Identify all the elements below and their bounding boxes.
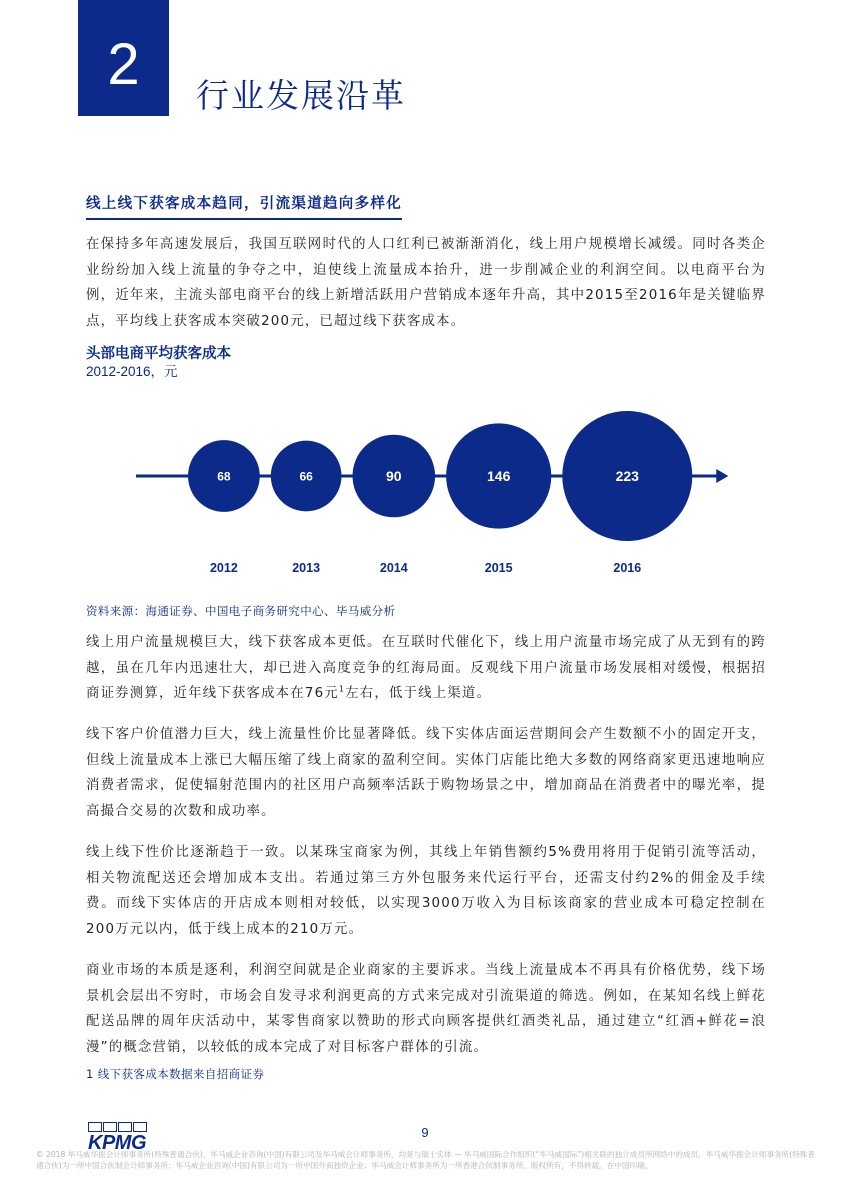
paragraph-offline-cost-text-b: 左右，低于线上渠道。 <box>345 686 492 701</box>
paragraph-cost-parity: 线上线下性价比逐渐趋于一致。以某珠宝商家为例，其线上年销售额约5%费用将用于促销引流等活动，相关物流配送还会增加成本支出。若通过第三方外包服务来代运行平台，还需支付约2%的佣金及手续费。而线下实体店的开店成本则相对较低，以实现3000万收入为目标该商家的营业成本可稳定控制在200万元以内，低于线上成本的210万元。 <box>86 845 766 937</box>
chart-title: 头部电商平均获客成本 <box>86 346 231 362</box>
bubble-value-label: 66 <box>299 469 313 484</box>
year-label: 2014 <box>379 561 408 575</box>
bubble-chart <box>0 380 850 595</box>
paragraph-profit: 商业市场的本质是逐利，利润空间就是企业商家的主要诉求。当线上流量成本不再具有价格优势，线下场景机会层出不穷时，市场会自发寻求利润更高的方式来完成对引流渠道的筛选。例如，在某知名线上鲜花配送品牌的周年庆活动中，某零售商家以赞助的形式向顾客提供红酒类礼品，通过建立“红酒+鲜花=浪漫”的概念营销，以较低的成本完成了对目标客户群体的引流。 <box>86 963 766 1055</box>
chapter-number: 2 <box>107 32 140 97</box>
footnote-ref: 1 <box>338 684 346 694</box>
year-label: 2016 <box>613 561 642 575</box>
chart-source: 资料来源：海通证券、中国电子商务研究中心、毕马威分析 <box>86 604 396 618</box>
year-label: 2012 <box>209 561 238 575</box>
bubble-value-label: 146 <box>487 468 511 485</box>
paragraph-intro: 在保持多年高速发展后，我国互联网时代的人口红利已被渐渐消化，线上用户规模增长减缓。同时各类企业纷纷加入线上流量的争夺之中，迫使线上流量成本抬升，进一步削减企业的利润空间。以电商平台为例，近年来，主流头部电商平台的线上新增活跃用户营销成本逐年升高，其中2015至2016年是关键临界点，平均线上获客成本突破200元，已超过线下获客成本。 <box>86 237 766 329</box>
bubble-value-label: 68 <box>217 469 231 484</box>
page-number: 9 <box>421 1125 429 1140</box>
section-heading: 线上线下获客成本趋同，引流渠道趋向多样化 <box>86 192 402 220</box>
bubble-value-label: 223 <box>615 468 639 485</box>
year-label: 2015 <box>484 561 513 575</box>
paragraph-offline-cost-text-a: 线上用户流量规模巨大，线下获客成本更低。在互联时代催化下，线上用户流量市场完成了从无到有的跨越，虽在几年内迅速壮大，却已进入高度竞争的红海局面。反观线下用户流量市场发展相对缓慢，根据招商证券测算，近年线下获客成本在76元 <box>86 635 766 701</box>
paragraph-customer-value: 线下客户价值潜力巨大，线上流量性价比显著降低。线下实体店面运营期间会产生数额不小的固定开支，但线上流量成本上涨已大幅压缩了线上商家的盈利空间。实体门店能比绝大多数的网络商家更迅速地响应消费者需求，促使辐射范围内的社区用户高频率活跃于购物场景之中，增加商品在消费者中的曝光率，提高撮合交易的次数和成功率。 <box>86 727 766 819</box>
chapter-title: 行业发展沿革 <box>196 76 406 115</box>
footnote: 1 线下获客成本数据来自招商证券 <box>86 1067 265 1081</box>
chart-subtitle: 2012-2016，元 <box>86 364 178 379</box>
year-label: 2013 <box>292 561 321 575</box>
copyright-notice: © 2018 毕马威华振会计师事务所(特殊普通合伙)、毕马威企业咨询(中国)有限公司及毕马威会计师事务所，均是与瑞士实体 — 毕马威国际合作组织(“毕马威国际”)相关联的独立成员所网络中的成员。毕马威华振会计师事务所(特殊普通合伙)为一所中国合伙制会计师事务所；毕马威企业咨询(中国)有限公司为一所中国外商独资企业；毕马威会计师事务所为一所香港合伙制事务所。版权所有，不得转载。在中国印刷。 <box>36 1150 815 1170</box>
bubble-value-label: 90 <box>386 468 402 485</box>
chapter-number-box <box>78 0 169 116</box>
arrow-head-icon <box>716 469 728 483</box>
paragraph-offline-cost <box>86 630 766 707</box>
logo-text: KPMG <box>88 1132 146 1154</box>
